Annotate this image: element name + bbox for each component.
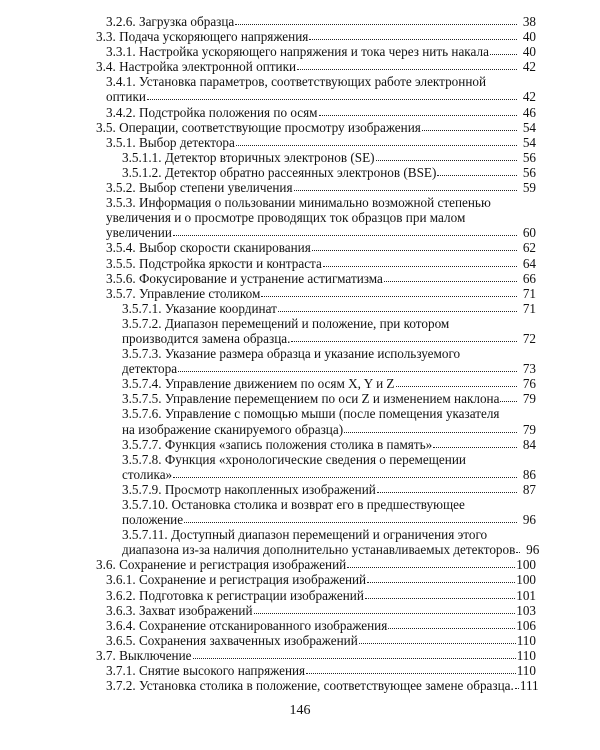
toc-page-number: 103 <box>516 602 536 618</box>
toc-page-number: 42 <box>522 89 536 105</box>
dot-leader <box>384 271 517 283</box>
toc-entry-last-line <box>96 648 536 663</box>
toc-page-number: 87 <box>522 481 536 497</box>
toc-entry-last-line <box>106 588 536 603</box>
toc-entry-text-line: 3.5.1.1. Детектор вторичных электронов (SE) <box>122 149 375 165</box>
toc-entry-3-5-5[interactable] <box>106 256 536 271</box>
toc-entry-last-line <box>106 286 536 301</box>
toc-entry-last-line <box>106 14 536 29</box>
toc-entry-last-line <box>122 512 536 527</box>
toc-entry-last-line <box>122 437 536 452</box>
toc-entry-3-5-7-10[interactable] <box>122 497 536 527</box>
toc-entry-3-5-7-6[interactable] <box>122 406 536 436</box>
toc-entry-3-5[interactable] <box>96 120 536 135</box>
dot-leader <box>422 120 517 132</box>
toc-entry-3-5-6[interactable] <box>106 271 536 286</box>
toc-entry-text-line: 3.5.7.11. Доступный диапазон перемещений и ограничения этого <box>122 527 488 543</box>
dot-leader <box>319 105 517 117</box>
toc-page-number: 79 <box>522 421 536 437</box>
dot-leader <box>359 633 516 645</box>
dot-leader <box>396 376 518 388</box>
dot-leader <box>344 422 517 434</box>
toc-page-number: 71 <box>522 300 536 316</box>
toc-entry-last-line <box>106 572 536 587</box>
toc-page-number: 59 <box>522 180 536 196</box>
toc-entry-text-line: 3.4.1. Установка параметров, соответствующих работе электронной <box>106 74 487 90</box>
toc-page-number: 86 <box>522 466 536 482</box>
toc-entry-last-line <box>96 120 536 135</box>
dot-leader <box>376 150 517 162</box>
toc-entry-last-line <box>122 331 536 346</box>
toc-entry-text-line: 3.5.7.2. Диапазон перемещений и положение, при котором <box>122 315 450 331</box>
dot-leader <box>306 663 516 675</box>
toc-page-number: 84 <box>522 436 536 452</box>
toc-entry-3-6-1[interactable] <box>106 572 536 587</box>
dot-leader <box>173 225 517 237</box>
toc-entry-text-line: 3.5.7.3. Указание размера образца и указание используемого <box>122 346 461 362</box>
toc-entry-last-line <box>96 557 536 572</box>
toc-entry-text-line: 3.5.7.10. Остановка столика и возврат его в предшествующее <box>122 497 465 512</box>
toc-entry-text-line: 3.5.7.7. Функция «запись положения столика в память» <box>122 436 433 452</box>
toc-page-number: 54 <box>522 119 536 135</box>
toc-entry-text-line: 3.5. Операции, соответствующие просмотру изображения <box>96 119 421 135</box>
toc-page-number: 40 <box>522 44 536 60</box>
toc-entry-3-5-7-11[interactable] <box>122 527 540 558</box>
toc-page-number: 101 <box>516 587 536 603</box>
toc-entry-text-line: 3.5.5. Подстройка яркости и контраста <box>106 255 322 271</box>
toc-entry-text-line: 3.5.6. Фокусирование и устранение астигматизма <box>106 270 383 286</box>
toc-entry-3-5-3[interactable] <box>106 195 536 240</box>
toc-entry-3-2-6[interactable] <box>106 14 536 29</box>
toc-entry-last-line <box>106 603 536 618</box>
dot-leader <box>437 165 517 177</box>
toc-entry-3-4-2[interactable] <box>106 105 536 120</box>
toc-entry-3-6-2[interactable] <box>106 588 536 603</box>
toc-entry-text-line: увеличения и о просмотре проводящих ток образцов при малом <box>106 210 466 226</box>
toc-page-number: 62 <box>522 240 536 256</box>
toc-entry-text-line: 3.3. Подача ускоряющего напряжения <box>96 29 309 45</box>
toc-entry-last-line <box>106 240 536 255</box>
dot-leader <box>433 437 517 449</box>
dot-leader <box>365 588 515 600</box>
dot-leader <box>193 648 516 660</box>
toc-page-number: 54 <box>522 134 536 150</box>
toc-entry-last-line <box>96 29 536 44</box>
toc-entry-last-line <box>122 467 536 482</box>
toc-entry-text-line: увеличении <box>106 225 172 241</box>
toc-entry-text-line: 3.6.4. Сохранение отсканированного изображения <box>106 617 388 633</box>
toc-entry-text-line: 3.5.7.9. Просмотр накопленных изображений <box>122 481 376 497</box>
toc-entry-3-5-7-8[interactable] <box>122 452 536 482</box>
toc-entry-text-line: оптики <box>106 89 146 105</box>
toc-entry-last-line <box>122 482 536 497</box>
toc-entry-3-5-1-1[interactable] <box>122 150 536 165</box>
dot-leader <box>236 135 517 147</box>
toc-entry-3-4[interactable] <box>96 59 536 74</box>
toc-entry-last-line <box>106 256 536 271</box>
toc-entry-text-line: 3.4.2. Подстройка положения по осям <box>106 104 318 120</box>
toc-entry-3-5-7[interactable] <box>106 286 536 301</box>
toc-entry-last-line <box>106 663 536 678</box>
dot-leader <box>309 29 517 41</box>
toc-entry-3-5-7-1[interactable] <box>122 301 536 316</box>
toc-entry-text-line: 3.5.7.1. Указание координат <box>122 300 277 316</box>
toc-entry-text-line: 3.6.5. Сохранения захваченных изображений <box>106 632 358 648</box>
dot-leader <box>347 557 515 569</box>
toc-entry-last-line <box>122 361 536 376</box>
toc-entry-3-7-1[interactable] <box>106 663 536 678</box>
toc-entry-3-5-1-2[interactable] <box>122 165 536 180</box>
toc-entry-text-line: 3.6.1. Сохранение и регистрация изображений <box>106 572 367 588</box>
toc-entry-text-line: на изображение сканируемого образца) <box>122 421 344 437</box>
toc-entry-text-line: 3.5.7.8. Функция «хронологические сведения о перемещении <box>122 451 466 467</box>
dot-leader <box>178 361 517 373</box>
dot-leader <box>254 603 516 615</box>
toc-entry-3-3[interactable] <box>96 29 536 44</box>
toc-entry-text-line: производится замена образца. <box>122 330 291 346</box>
toc-entry-text-line: 3.5.7. Управление столиком <box>106 285 261 301</box>
toc-entry-text-line: детектора <box>122 361 178 377</box>
toc-entry-text-line: столика» <box>122 466 173 482</box>
toc-entry-text-line: положение <box>122 512 184 528</box>
dot-leader <box>312 240 517 252</box>
toc-entry-text-line: 3.6.2. Подготовка к регистрации изображений <box>106 587 364 603</box>
toc-page-number: 100 <box>516 557 536 573</box>
toc-entry-3-6-5[interactable] <box>106 633 536 648</box>
dot-leader <box>377 482 517 494</box>
toc-entry-last-line <box>106 44 536 59</box>
toc-entry-text-line: 3.4. Настройка электронной оптики <box>96 59 297 75</box>
toc-page-number: 76 <box>522 376 536 392</box>
dot-leader <box>184 512 517 524</box>
toc-page-number: 56 <box>522 164 536 180</box>
toc-page-number: 40 <box>522 29 536 45</box>
toc-entry-last-line <box>122 376 536 391</box>
toc-page-number: 106 <box>516 617 536 633</box>
toc-entry-text-line: 3.7. Выключение <box>96 647 192 663</box>
toc-page-number: 73 <box>522 361 536 377</box>
dot-leader <box>515 678 519 690</box>
toc-page-number: 42 <box>522 59 536 75</box>
toc-page-number: 96 <box>526 542 540 558</box>
toc-entry-text-line: 3.6. Сохранение и регистрация изображений <box>96 557 347 573</box>
toc-entry-last-line <box>106 225 536 240</box>
toc-entry-text-line: диапазона из-за наличия дополнительно устанавливаемых детекторов <box>122 542 516 558</box>
dot-leader <box>291 331 517 343</box>
toc-entry-3-7-2[interactable] <box>106 678 539 694</box>
toc-page-number: 100 <box>516 572 536 588</box>
dot-leader <box>388 618 515 630</box>
dot-leader <box>173 467 517 479</box>
toc-entry-3-5-7-4[interactable] <box>122 376 536 391</box>
toc-entry-text-line: 3.6.3. Захват изображений <box>106 602 253 618</box>
toc-entry-text-line: 3.3.1. Настройка ускоряющего напряжения и тока через нить накала <box>106 44 489 60</box>
toc-page-number: 66 <box>522 270 536 286</box>
toc-entry-last-line <box>122 542 540 558</box>
toc-entry-last-line <box>96 59 536 74</box>
toc-entry-text-line: 3.2.6. Загрузка образца <box>106 14 235 29</box>
toc-entry-last-line <box>122 391 536 406</box>
toc-page-number: 96 <box>522 512 536 528</box>
toc-entry-3-5-7-5[interactable] <box>122 391 536 406</box>
toc-entry-last-line <box>106 618 536 633</box>
toc-entry-last-line <box>106 271 536 286</box>
dot-leader <box>516 542 520 554</box>
toc-entry-text-line: 3.7.2. Установка столика в положение, соответствующее замене образца. <box>106 678 514 694</box>
toc-entry-3-5-7-7[interactable] <box>122 437 536 452</box>
toc-page-number: 110 <box>516 647 536 663</box>
toc-page-number: 60 <box>522 225 536 241</box>
dot-leader <box>294 180 517 192</box>
toc-page-number: 56 <box>522 149 536 165</box>
toc-entry-3-6[interactable] <box>96 557 536 572</box>
dot-leader <box>278 301 517 313</box>
toc-page-number: 79 <box>522 391 536 407</box>
toc-entry-last-line <box>122 165 536 180</box>
toc-page-number: 110 <box>516 632 536 648</box>
toc-entry-3-6-3[interactable] <box>106 603 536 618</box>
toc-entry-last-line <box>106 180 536 195</box>
toc-entry-3-5-7-9[interactable] <box>122 482 536 497</box>
dot-leader <box>261 286 517 298</box>
toc-page-number: 71 <box>522 285 536 301</box>
toc-entry-text-line: 3.5.7.5. Управление перемещением по оси Z и изменением наклона <box>122 391 500 407</box>
toc-entry-text-line: 3.5.2. Выбор степени увеличения <box>106 180 293 196</box>
toc-entry-text-line: 3.5.7.6. Управление с помощью мыши (после помещения указателя <box>122 406 500 422</box>
dot-leader <box>490 44 517 56</box>
toc-page-number: 38 <box>522 14 536 29</box>
dot-leader <box>297 59 517 71</box>
toc-entry-3-5-7-2[interactable] <box>122 316 536 346</box>
toc-entry-text-line: 3.5.1. Выбор детектора <box>106 134 235 150</box>
toc-page-number: 64 <box>522 255 536 271</box>
toc-entry-text-line: 3.5.7.4. Управление движением по осям X, Y и Z <box>122 376 395 392</box>
dot-leader <box>235 14 517 26</box>
toc-entry-last-line <box>106 89 536 104</box>
toc-entry-last-line <box>122 301 536 316</box>
toc-entry-3-4-1[interactable] <box>106 74 536 104</box>
toc-entry-3-5-2[interactable] <box>106 180 536 195</box>
toc-entry-3-5-4[interactable] <box>106 240 536 255</box>
toc-entry-text-line: 3.5.4. Выбор скорости сканирования <box>106 240 311 256</box>
dot-leader <box>500 391 517 403</box>
toc-entry-last-line <box>106 135 536 150</box>
toc-entry-text-line: 3.5.1.2. Детектор обратно рассеянных электронов (BSE) <box>122 164 437 180</box>
toc-entry-last-line <box>106 105 536 120</box>
toc-entry-text-line: 3.7.1. Снятие высокого напряжения <box>106 663 306 679</box>
toc-entry-3-5-7-3[interactable] <box>122 346 536 376</box>
toc-entry-3-6-4[interactable] <box>106 618 536 633</box>
toc-entry-3-7[interactable] <box>96 648 536 663</box>
toc-entry-3-5-1[interactable] <box>106 135 536 150</box>
toc-entry-last-line <box>106 633 536 648</box>
dot-leader <box>147 89 517 101</box>
toc-page-number: 111 <box>519 678 539 694</box>
toc-entry-text-line: 3.5.3. Информация о пользовании минимально возможной степенью <box>106 195 491 211</box>
toc-page-number: 72 <box>522 330 536 346</box>
page-number: 146 <box>289 703 311 718</box>
toc-entry-last-line <box>122 150 536 165</box>
toc-entry-last-line <box>122 422 536 437</box>
toc-page-number: 110 <box>516 663 536 679</box>
dot-leader <box>367 572 515 584</box>
toc-page-number: 46 <box>522 104 536 120</box>
dot-leader <box>323 256 517 268</box>
toc-entry-last-line <box>106 678 539 694</box>
table-of-contents <box>0 14 600 693</box>
toc-entry-3-3-1[interactable] <box>106 44 536 59</box>
